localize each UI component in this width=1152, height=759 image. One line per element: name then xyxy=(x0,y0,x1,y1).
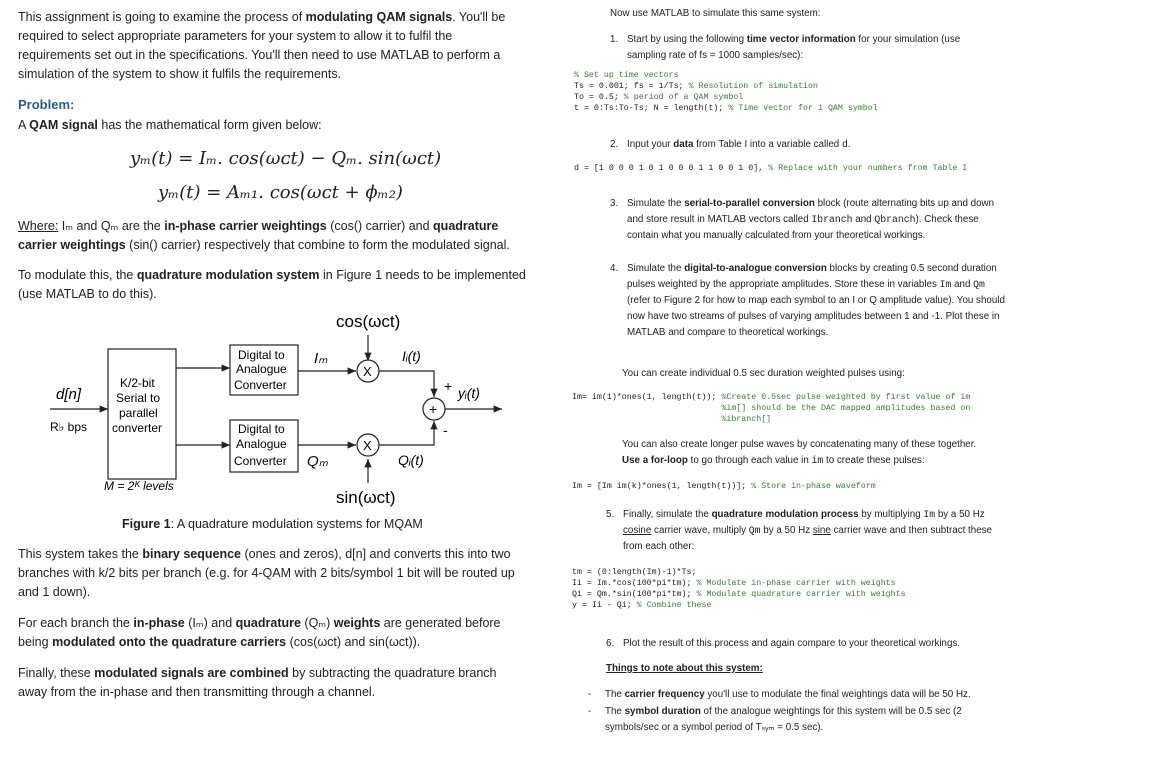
code-block-time-vectors xyxy=(574,70,878,114)
sin-carrier-label: sin(ωᴄt) xyxy=(336,488,396,507)
lower-dac-line-3: Converter xyxy=(234,454,287,468)
minus-sign: - xyxy=(443,422,448,438)
cos-carrier-label: cos(ωᴄt) xyxy=(336,312,401,331)
serial-block-line-4: converter xyxy=(112,421,163,435)
input-dn-label: d[n] xyxy=(56,386,82,403)
binary-paragraph: This system takes the binary sequence (ones and zeros), d[n] and converts this into two branches with k/2 bits per branch (e.g. for 4-QAM with 2 bits/symbol 1 bit will be routed up and 1 down). xyxy=(18,547,515,599)
lower-multiplier-symbol: X xyxy=(363,438,372,453)
upper-dac-line-3: Converter xyxy=(234,378,287,392)
summing-symbol: + xyxy=(429,401,438,417)
code-line: t = 0:Ts:To-Ts; N = length(t); % Time vector for 1 QAM symbol xyxy=(574,104,878,113)
upper-dac-line-1: Digital to xyxy=(238,348,285,362)
qam-equation-1: yₘ(t) = Iₘ. cos(ωᴄt) − Qₘ. sin(ωᴄt) xyxy=(130,148,442,169)
problem-heading: Problem: xyxy=(18,97,75,112)
lower-dac-line-1: Digital to xyxy=(238,422,285,436)
modulate-paragraph: To modulate this, the quadrature modulation system in Figure 1 needs to be implemented (use MATLAB to do this). xyxy=(18,268,526,301)
branch-paragraph: For each branch the in-phase (Iₘ) and quadrature (Qₘ) weights are generated before being modulated onto the quadrature carriers (cos(ωᴄt) and sin(ωᴄt)). xyxy=(18,616,501,649)
for-loop-line: Use a for-loop to go through each value in im to create these pulses: xyxy=(622,455,925,466)
now-line: Now use MATLAB to simulate this same system: xyxy=(610,8,821,19)
code-line: % Set up time vectors xyxy=(574,71,679,80)
serial-block-line-3: parallel xyxy=(119,406,158,420)
upper-multiplier-symbol: X xyxy=(363,364,372,379)
upper-dac-line-2: Analogue xyxy=(236,362,287,376)
qam-intro-line: A QAM signal has the mathematical form given below: xyxy=(18,118,322,132)
quadrature-modulation-diagram xyxy=(18,305,538,510)
qt-label: Qᵢ(t) xyxy=(398,452,424,468)
output-yt-label: yᵢ(t) xyxy=(458,385,480,401)
code-line: Ts = 0.001; fs = 1/Ts; % Resolution of simulation xyxy=(574,82,818,91)
it-label: Iᵢ(t) xyxy=(402,348,421,364)
serial-block-line-2: Serial to xyxy=(116,391,161,405)
individual-pulse-line: You can create individual 0.5 sec duration weighted pulses using: xyxy=(622,368,905,379)
im-label: Iₘ xyxy=(314,350,328,367)
qam-equation-2: yₘ(t) = Aₘ₁. cos(ωᴄt + ϕₘ₂) xyxy=(158,182,403,203)
code-block-loop: Im = [Im im(k)*ones(1, length(t))]; % Store in-phase waveform xyxy=(572,482,876,491)
figure-caption: Figure 1: A quadrature modulation systems for MQAM xyxy=(122,517,423,531)
intro-paragraph: This assignment is going to examine the process of modulating QAM signals. You'll be required to select appropriate parameters for your system to allow it to fulfil the requirements set out in the specifications. You'll then need to use MATLAB to perform a simulation of the system to show it fulfils the requirements. xyxy=(18,10,506,81)
code-block-modulate: tm = (0:length(Im)-1)*Ts; Ii = Im.*cos(100*pi*tm); % Modulate in-phase carrier with weights Qi = Qm.*sin(100*pi*tm); % Modulate quadrature carrier with weights y = Ii - Qi; % Combine these xyxy=(572,568,906,610)
bitrate-label: R♭ bps xyxy=(50,420,88,434)
code-block-pulse: Im= im(1)*ones(1, length(t)); %Create 0.5sec pulse weighted by first value of im %im[] should be the DAC mapped amplitudes based on %ibranch[] xyxy=(572,393,971,424)
it-arrow xyxy=(379,371,434,397)
qm-label: Qₘ xyxy=(307,453,329,470)
qt-arrow xyxy=(379,421,434,445)
longer-pulse-line: You can also create longer pulse waves by concatenating many of these together. xyxy=(622,439,977,450)
where-paragraph: Where: Iₘ and Qₘ are the in-phase carrier weightings (cos() carrier) and quadrature carrier weightings (sin() carrier) respectively that combine to form the modulated signal. xyxy=(18,219,510,252)
plus-sign: + xyxy=(444,378,453,394)
serial-block-line-1: K/2-bit xyxy=(120,376,155,390)
code-block-data: d = [1 0 0 0 1 0 1 0 0 0 1 1 0 0 1 0], % Replace with your numbers from Table I xyxy=(574,164,968,173)
things-to-note-heading: Things to note about this system: xyxy=(606,663,763,674)
finally-paragraph: Finally, these modulated signals are combined by subtracting the quadrature branch away from the in-phase and then transmitting through a channel. xyxy=(18,666,497,699)
lower-dac-line-2: Analogue xyxy=(236,437,287,451)
levels-label: M = 2ᴷ levels xyxy=(104,479,174,493)
code-line: To = 0.5; % period of a QAM symbol xyxy=(574,93,744,102)
